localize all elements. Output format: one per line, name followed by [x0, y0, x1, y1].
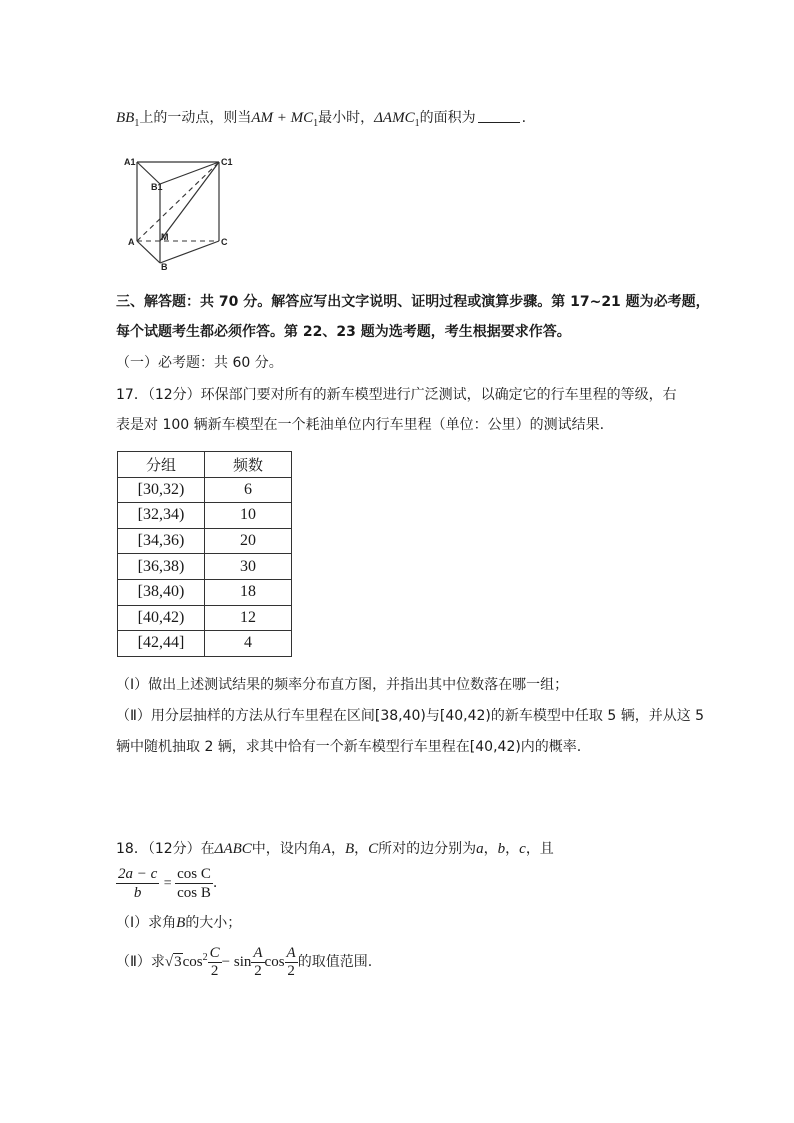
cell-count: 4 [205, 631, 292, 657]
frequency-table [117, 451, 292, 657]
edge-ab [137, 241, 160, 263]
cell-count: 30 [205, 554, 292, 580]
label-a: A [128, 237, 135, 247]
math-triangle-abc: ΔABC [214, 841, 252, 857]
cell-count: 18 [205, 579, 292, 605]
table-row [118, 605, 292, 631]
fraction-left: $\frac{2a - c}{b}$ [118, 865, 158, 901]
header-group: 分组 [118, 452, 205, 478]
sqrt-3: √3 [164, 954, 182, 970]
label-b: B [161, 262, 168, 272]
prism-figure [120, 150, 240, 272]
edge-bc [160, 241, 219, 263]
math-triangle-amc1: $\Delta AMC_1$ [374, 110, 420, 129]
q18-line1: 18．（12分）在ΔABC中，设内角A，B，C所对的边分别为a，b，c，且 [116, 841, 554, 857]
cell-interval: [34,36) [118, 528, 205, 554]
q18-part2: （Ⅱ）求$√3\cos^2$ $\frac{C}{2}$ − sin $\frac{A}{2}$ cos $\frac{A}{2}$ 的取值范围. [116, 944, 373, 979]
table-row [118, 631, 292, 657]
fraction-right: $\frac{\text{cos C}}{\text{cos B}}$ [177, 865, 211, 901]
table-header-row [118, 452, 292, 478]
cell-interval: [38,40) [118, 579, 205, 605]
label-b1: B1 [151, 182, 163, 192]
table-row [118, 554, 292, 580]
table-row [118, 579, 292, 605]
label-m: M [161, 232, 169, 242]
top-line: $BB_1$上的一动点，则当AM + $MC_1$最小时，$\Delta AMC_1$的面积为 . [116, 110, 527, 129]
fraction-a-over-2-b: $\frac{A}{2}$ [286, 944, 296, 979]
cell-interval: [42,44] [118, 631, 205, 657]
fraction-c-over-2: $\frac{C}{2}$ [209, 944, 220, 979]
cell-count: 12 [205, 605, 292, 631]
cell-interval: [30,32) [118, 477, 205, 503]
label-c: C [221, 237, 228, 247]
edge-mc1 [160, 162, 219, 241]
cell-count: 6 [205, 477, 292, 503]
q17-line1: 17．（12分）环保部门要对所有的新车模型进行广泛测试，以确定它的行车里程的等级，右 [116, 387, 677, 403]
cell-interval: [40,42) [118, 605, 205, 631]
required-heading: （一）必考题：共 60 分。 [116, 355, 283, 371]
fraction-a-over-2: $\frac{A}{2}$ [253, 944, 263, 979]
q18-part1: （Ⅰ）求角B的大小； [116, 915, 242, 931]
section3-line2: 每个试题考生都必须作答。第 22、23 题为选考题，考生根据要求作答。 [116, 324, 571, 340]
cell-interval: [32,34) [118, 503, 205, 529]
cell-interval: [36,38) [118, 554, 205, 580]
label-c1: C1 [221, 157, 233, 167]
math-am-mc1: AM + $MC_1$ [251, 110, 319, 129]
cell-count: 20 [205, 528, 292, 554]
cell-count: 10 [205, 503, 292, 529]
q17-line2: 表是对 100 辆新车模型在一个耗油单位内行车里程（单位：公里）的测试结果. [116, 417, 605, 433]
q17-part1: （Ⅰ）做出上述测试结果的频率分布直方图，并指出其中位数落在哪一组； [116, 677, 569, 693]
q17-part2-line1: （Ⅱ）用分层抽样的方法从行车里程在区间[38,40)与[40,42)的新车模型中任取 5 辆，并从这 5 [116, 708, 705, 724]
edge-a1b1 [137, 162, 160, 184]
answer-blank [478, 108, 520, 123]
table-row [118, 503, 292, 529]
q17-part2-line2: 辆中随机抽取 2 辆，求其中恰有一个新车模型行车里程在[40,42)内的概率. [116, 739, 582, 755]
label-a1: A1 [124, 157, 136, 167]
table-row [118, 477, 292, 503]
math-bb1: $BB_1$ [116, 110, 140, 129]
header-frequency: 频数 [205, 452, 292, 478]
section3-line1: 三、解答题：共 70 分。解答应写出文字说明、证明过程或演算步骤。第 17~21 题为必考题， [116, 294, 710, 310]
q18-equation: $\frac{2a - c}{b}$ = $\frac{\text{cos C}}{\text{cos B}}$ . [118, 865, 218, 901]
table-row [118, 528, 292, 554]
